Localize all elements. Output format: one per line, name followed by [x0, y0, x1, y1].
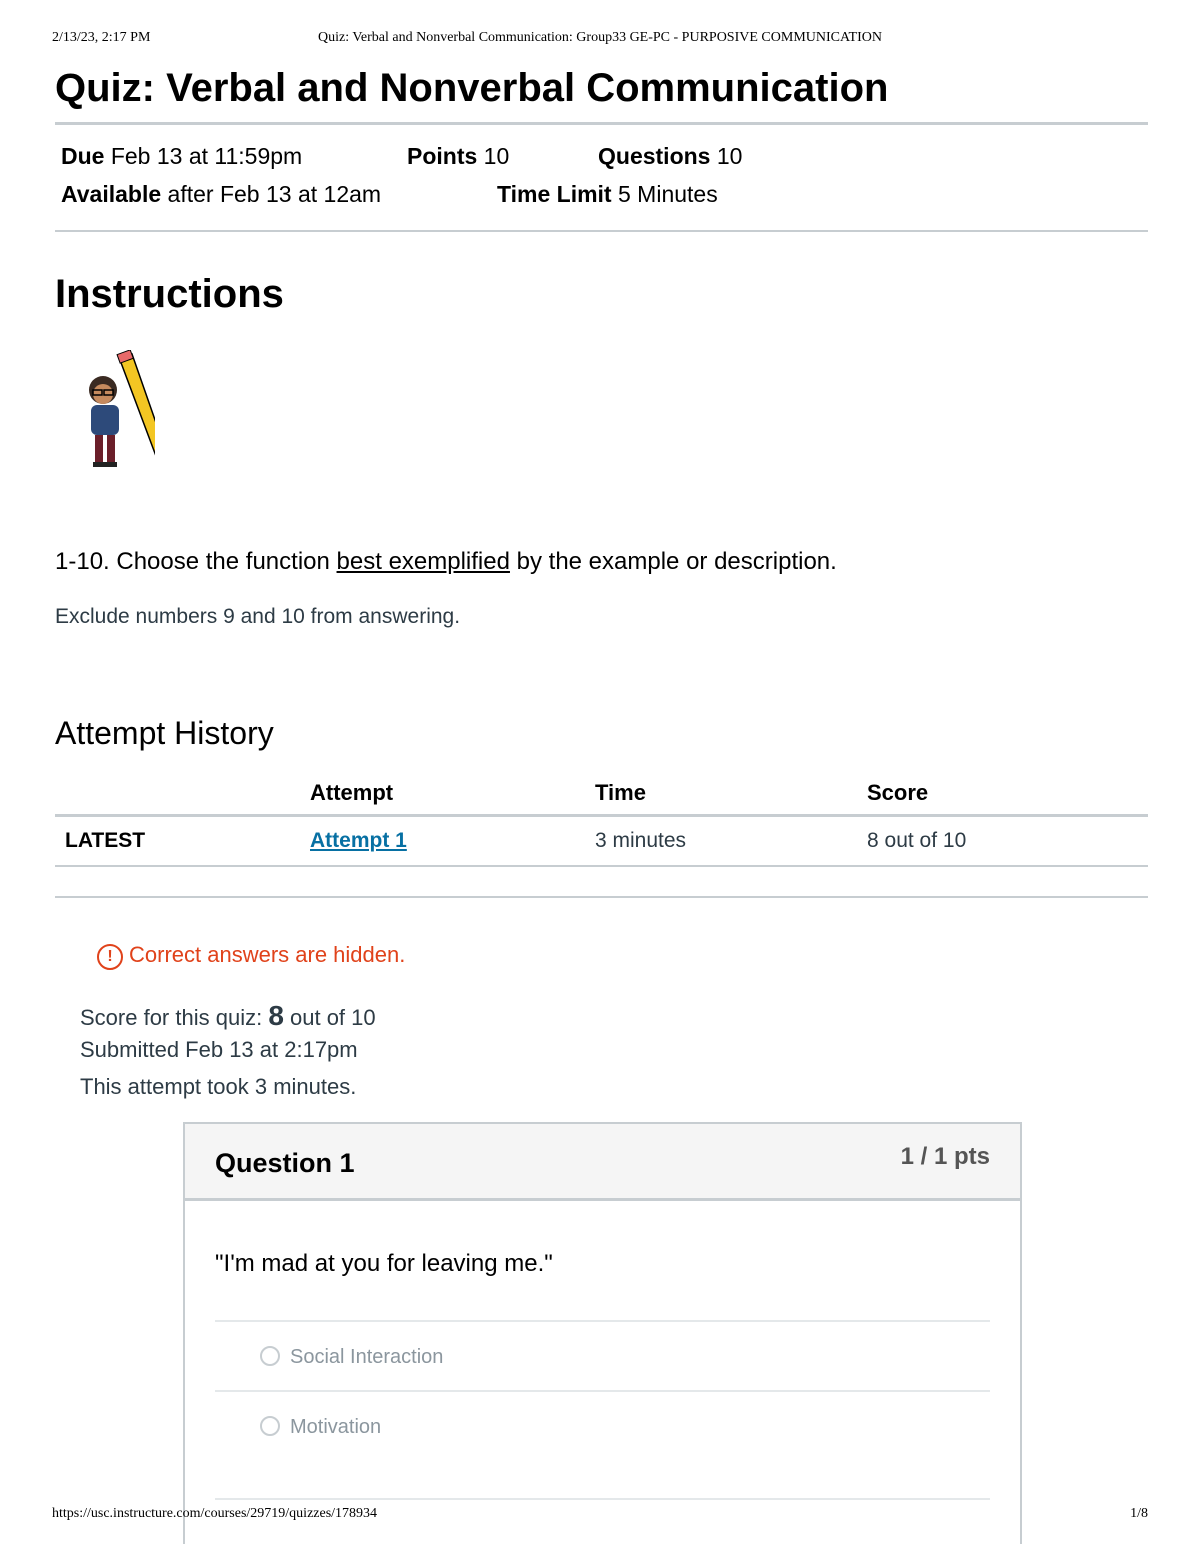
column-header: Time [595, 780, 646, 805]
column-header: Score [867, 780, 929, 805]
print-date: 2/13/23, 2:17 PM [52, 30, 151, 45]
question-header [185, 1124, 1020, 1201]
quiz-content [55, 60, 1148, 1438]
attempt-history-table [55, 780, 1148, 867]
attempt-link[interactable]: Attempt 1 [310, 829, 407, 852]
answer-label: Social Interaction [290, 1346, 444, 1368]
print-title: Quiz: Verbal and Nonverbal Communication: Group33 GE-PC - PURPOSIVE COMMUNICATION [318, 30, 882, 45]
instruction-note: Exclude numbers 9 and 10 from answering. [55, 605, 461, 628]
question-title: Question 1 [215, 1148, 355, 1178]
print-header [52, 30, 1148, 50]
answer-option[interactable] [215, 1390, 990, 1460]
questions-count: Questions 10 [598, 143, 743, 169]
section-divider [55, 896, 1148, 898]
warning-icon: ! [97, 944, 123, 970]
page-number: 1/8 [1130, 1506, 1148, 1521]
attempt-history-heading: Attempt History [55, 715, 274, 751]
radio-button[interactable] [260, 1416, 280, 1436]
quiz-score: Score for this quiz: 8 out of 10 [80, 1000, 376, 1031]
answer-label: Motivation [290, 1416, 382, 1438]
radio-button[interactable] [260, 1346, 280, 1366]
score-summary [80, 1000, 376, 1111]
question-card [183, 1122, 1022, 1544]
due-date: Due Feb 13 at 11:59pm [61, 143, 303, 169]
question-points: 1 / 1 pts [900, 1143, 990, 1170]
answer-divider [215, 1498, 990, 1500]
instruction-text: 1-10. Choose the function best exemplified by the example or description. [55, 548, 837, 575]
submitted-time: Submitted Feb 13 at 2:17pm [80, 1037, 358, 1062]
attempt-status: LATEST [65, 829, 146, 852]
print-footer [52, 1506, 1148, 1526]
avatar-with-pencil-image [75, 350, 155, 470]
points: Points 10 [407, 143, 510, 169]
page-title: Quiz: Verbal and Nonverbal Communication [55, 66, 889, 110]
question-text: "I'm mad at you for leaving me." [215, 1250, 553, 1277]
attempt-time: 3 minutes [595, 829, 687, 852]
details-divider [55, 230, 1148, 232]
availability: Available after Feb 13 at 12am [61, 181, 382, 207]
answer-option[interactable] [215, 1320, 990, 1390]
instructions-heading: Instructions [55, 272, 284, 316]
attempt-score: 8 out of 10 [867, 829, 967, 852]
quiz-details [55, 125, 1148, 230]
answers-hidden-notice: ! Correct answers are hidden. [97, 942, 405, 970]
attempt-duration: This attempt took 3 minutes. [80, 1074, 357, 1099]
column-header: Attempt [310, 780, 394, 805]
time-limit: Time Limit 5 Minutes [497, 181, 718, 207]
print-url: https://usc.instructure.com/courses/29719/quizzes/178934 [52, 1506, 378, 1521]
table-row [55, 817, 1148, 867]
table-header-row [55, 780, 1148, 817]
